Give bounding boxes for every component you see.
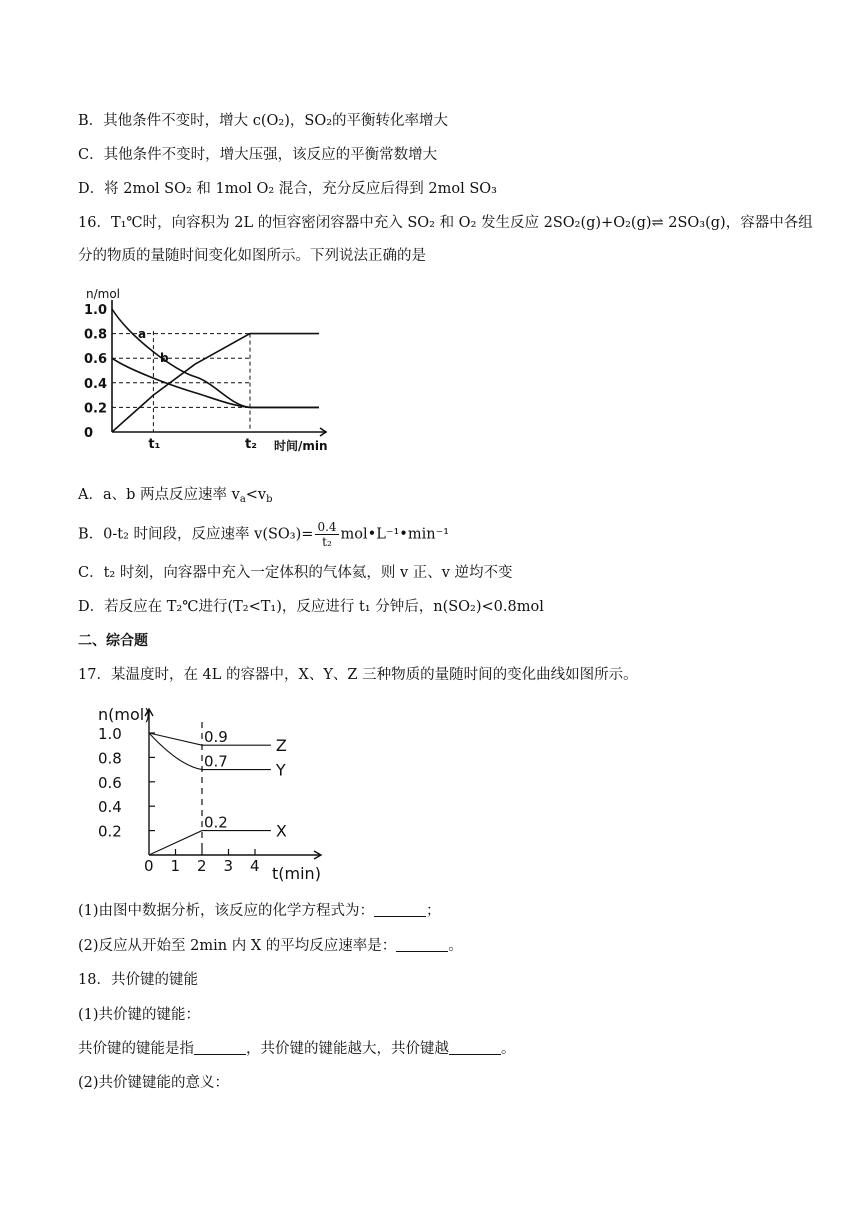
- q17-part1-text: (1)由图中数据分析，该反应的化学方程式为：: [78, 903, 375, 919]
- q17-part2-blank: [396, 937, 448, 952]
- q18-sub2: (2)共价键键能的意义：: [78, 1075, 230, 1091]
- q17-series-name-z: Z: [275, 736, 287, 756]
- q16-option-b-suffix: mol•L⁻¹•min⁻¹: [340, 526, 450, 543]
- q16-option-b-denominator: t₂: [322, 535, 332, 549]
- q15-option-b: B．其他条件不变时，增大 c(O₂)，SO₂的平衡转化率增大: [78, 113, 449, 129]
- q17-value-label-y: 0.7: [204, 752, 228, 771]
- q16-y-tick-label: 0.4: [84, 376, 108, 392]
- q18-line: [78, 1039, 516, 1059]
- q17-value-label-z: 0.9: [204, 728, 228, 747]
- q16-option-a: A．a、b 两点反应速率 $v_a<v_b$: [78, 487, 273, 505]
- q17-part1-end: ；: [426, 903, 441, 919]
- q16-chart: [80, 282, 340, 457]
- q16-x-tick-label: t₁: [148, 437, 161, 452]
- q16-x-tick-label: t₂: [245, 437, 257, 452]
- q16-stem-line1: 16．T₁℃时，向容积为 2L 的恒容密闭容器中充入 SO₂ 和 O₂ 发生反应 2SO₂(g)+O₂(g)⇌ 2SO₃(g)，容器中各组: [78, 215, 813, 231]
- q16-option-b: [78, 520, 449, 549]
- q16-y-tick-label: 0.2: [84, 401, 108, 417]
- q16-y-tick-label: 0.8: [84, 327, 108, 343]
- q16-option-c: C．t₂ 时刻，向容器中充入一定体积的气体氦，则 v 正、v 逆均不变: [78, 565, 513, 581]
- q18-line-a: 共价键的键能是指: [78, 1041, 194, 1057]
- q16-y-tick-label: 0: [84, 426, 94, 441]
- q17-x-tick-label: 0: [144, 857, 154, 875]
- q17-series-line-x: [149, 831, 271, 855]
- section-two-heading: 二、综合题: [78, 633, 148, 649]
- q18-blank-1: [194, 1040, 246, 1055]
- q16-chart-axes: [112, 300, 326, 436]
- q17-x-tick-label: 4: [250, 857, 260, 875]
- q16-option-b-numerator: 0.4: [317, 520, 337, 534]
- q17-chart-ylabel: n(mol): [98, 705, 151, 724]
- q18-line-end: 。: [501, 1041, 516, 1057]
- q17-part2-end: 。: [448, 938, 463, 954]
- q17-chart-axes: [145, 709, 321, 859]
- q17-x-tick-label: 2: [197, 857, 207, 875]
- q17-part2-text: (2)反应从开始至 2min 内 X 的平均反应速率是：: [78, 938, 397, 954]
- q15-option-c: C．其他条件不变时，增大压强，该反应的平衡常数增大: [78, 147, 438, 163]
- q16-option-d: D．若反应在 T₂℃进行(T₂<T₁)，反应进行 t₁ 分钟后，n(SO₂)<0.8mol: [78, 599, 544, 615]
- q17-series-name-x: X: [275, 821, 287, 841]
- q18-blank-2: [449, 1040, 501, 1055]
- q17-part1-blank: [374, 902, 426, 917]
- q15-option-d: D．将 2mol SO₂ 和 1mol O₂ 混合，充分反应后得到 2mol SO₃: [78, 181, 497, 197]
- q17-value-label-x: 0.2: [204, 813, 228, 832]
- q16-chart-xlabel: 时间/min: [274, 439, 328, 453]
- q16-point-b-label: b: [160, 351, 169, 365]
- q18-title: 18．共价键的键能: [78, 972, 198, 988]
- q17-x-tick-label: 3: [223, 857, 234, 875]
- q18-sub1: (1)共价键的键能：: [78, 1007, 201, 1023]
- q17-y-tick-label: 0.6: [98, 773, 122, 792]
- q17-y-tick-label: 0.4: [98, 798, 122, 817]
- q16-point-a-label: a: [138, 327, 147, 341]
- q17-chart-xlabel: t(min): [272, 864, 321, 883]
- q16-option-b-prefix: B．0-t₂ 时间段，反应速率 v(SO₃)=: [78, 526, 314, 543]
- q16-y-tick-label: 1.0: [84, 303, 108, 318]
- q17-part1: [78, 901, 441, 921]
- q16-option-b-fraction: [315, 520, 338, 549]
- q16-y-tick-label: 0.6: [84, 352, 108, 368]
- q17-y-tick-label: 0.2: [98, 822, 122, 841]
- q16-stem-line2: 分的物质的量随时间变化如图所示。下列说法正确的是: [78, 248, 426, 264]
- q17-y-tick-label: 0.8: [98, 749, 122, 768]
- q17-x-tick-label: 1: [170, 857, 181, 875]
- q17-series-name-y: Y: [275, 760, 286, 780]
- q17-stem: 17．某温度时，在 4L 的容器中，X、Y、Z 三种物质的量随时间的变化曲线如图所示。: [78, 667, 638, 683]
- q17-part2: [78, 936, 463, 956]
- q18-line-b: ，共价键的键能越大，共价键越: [246, 1041, 449, 1057]
- q17-y-tick-label: 1.0: [98, 725, 122, 743]
- q17-chart: [94, 700, 334, 885]
- q16-chart-ylabel: n/mol: [86, 287, 121, 301]
